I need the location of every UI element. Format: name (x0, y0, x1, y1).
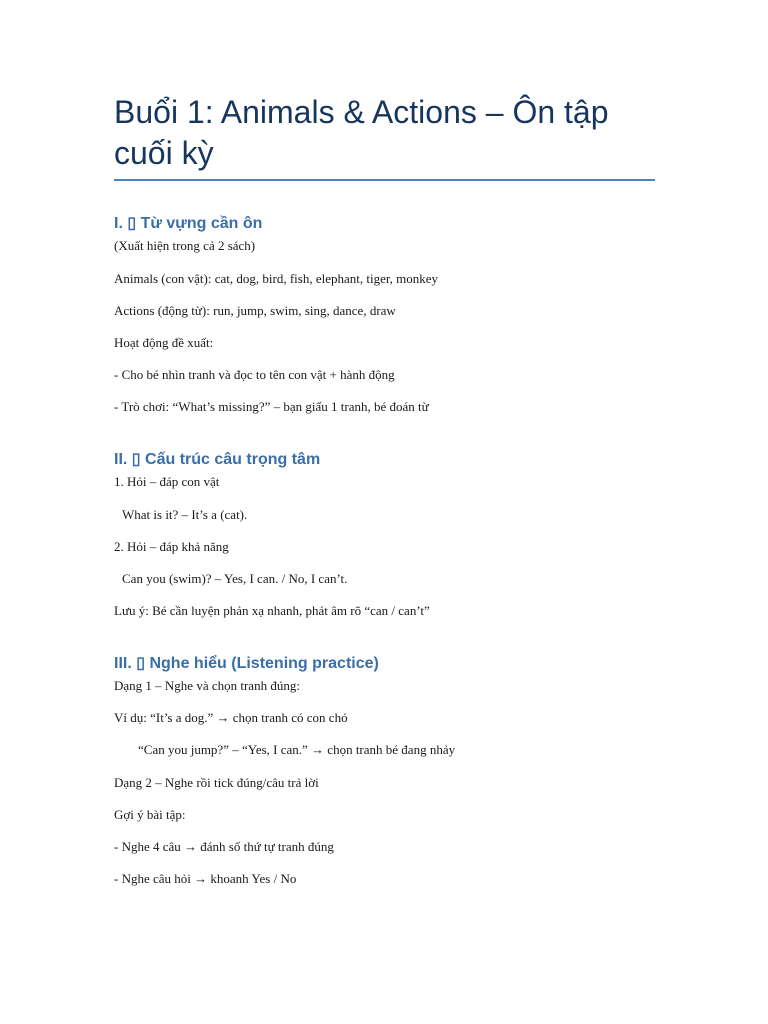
vocab-animals: Animals (con vật): cat, dog, bird, fish, elephant, tiger, monkey (114, 271, 439, 286)
activity-heading: Hoạt động đề xuất: (114, 335, 214, 350)
exercise-item: - Nghe 4 câu → đánh số thứ tự tranh đúng (114, 839, 334, 854)
structure-item: 2. Hỏi – đáp khả năng (114, 539, 229, 554)
structure-example: Can you (swim)? – Yes, I can. / No, I can’t. (122, 571, 348, 586)
structure-example: What is it? – It’s a (cat). (122, 507, 248, 522)
title-divider (114, 179, 655, 181)
section-heading-listening: III. ▯ Nghe hiểu (Listening practice) (114, 655, 379, 672)
section-heading-vocabulary: I. ▯ Từ vựng cần ôn (114, 215, 263, 232)
listening-example: “Can you jump?” – “Yes, I can.” → chọn tranh bé đang nhảy (138, 742, 456, 757)
listening-type: Dạng 1 – Nghe và chọn tranh đúng: (114, 678, 300, 693)
activity-item: - Trò chơi: “What’s missing?” – bạn giấu 1 tranh, bé đoán từ (114, 399, 429, 414)
listening-type: Dạng 2 – Nghe rồi tick đúng/câu trả lời (114, 775, 319, 790)
listening-example: Ví dụ: “It’s a dog.” → chọn tranh có con chó (114, 710, 348, 725)
structure-item: 1. Hỏi – đáp con vật (114, 474, 220, 489)
exercise-heading: Gợi ý bài tập: (114, 807, 186, 822)
vocab-note: (Xuất hiện trong cả 2 sách) (114, 238, 256, 253)
exercise-item: - Nghe câu hỏi → khoanh Yes / No (114, 871, 297, 886)
structure-note: Lưu ý: Bé cần luyện phản xạ nhanh, phát âm rõ “can / can’t” (114, 603, 430, 618)
page-title: Buổi 1: Animals & Actions – Ôn tập cuối kỳ (114, 94, 609, 171)
section-heading-structures: II. ▯ Cấu trúc câu trọng tâm (114, 451, 321, 468)
vocab-actions: Actions (động từ): run, jump, swim, sing, dance, draw (114, 303, 396, 318)
activity-item: - Cho bé nhìn tranh và đọc to tên con vật + hành động (114, 367, 395, 382)
